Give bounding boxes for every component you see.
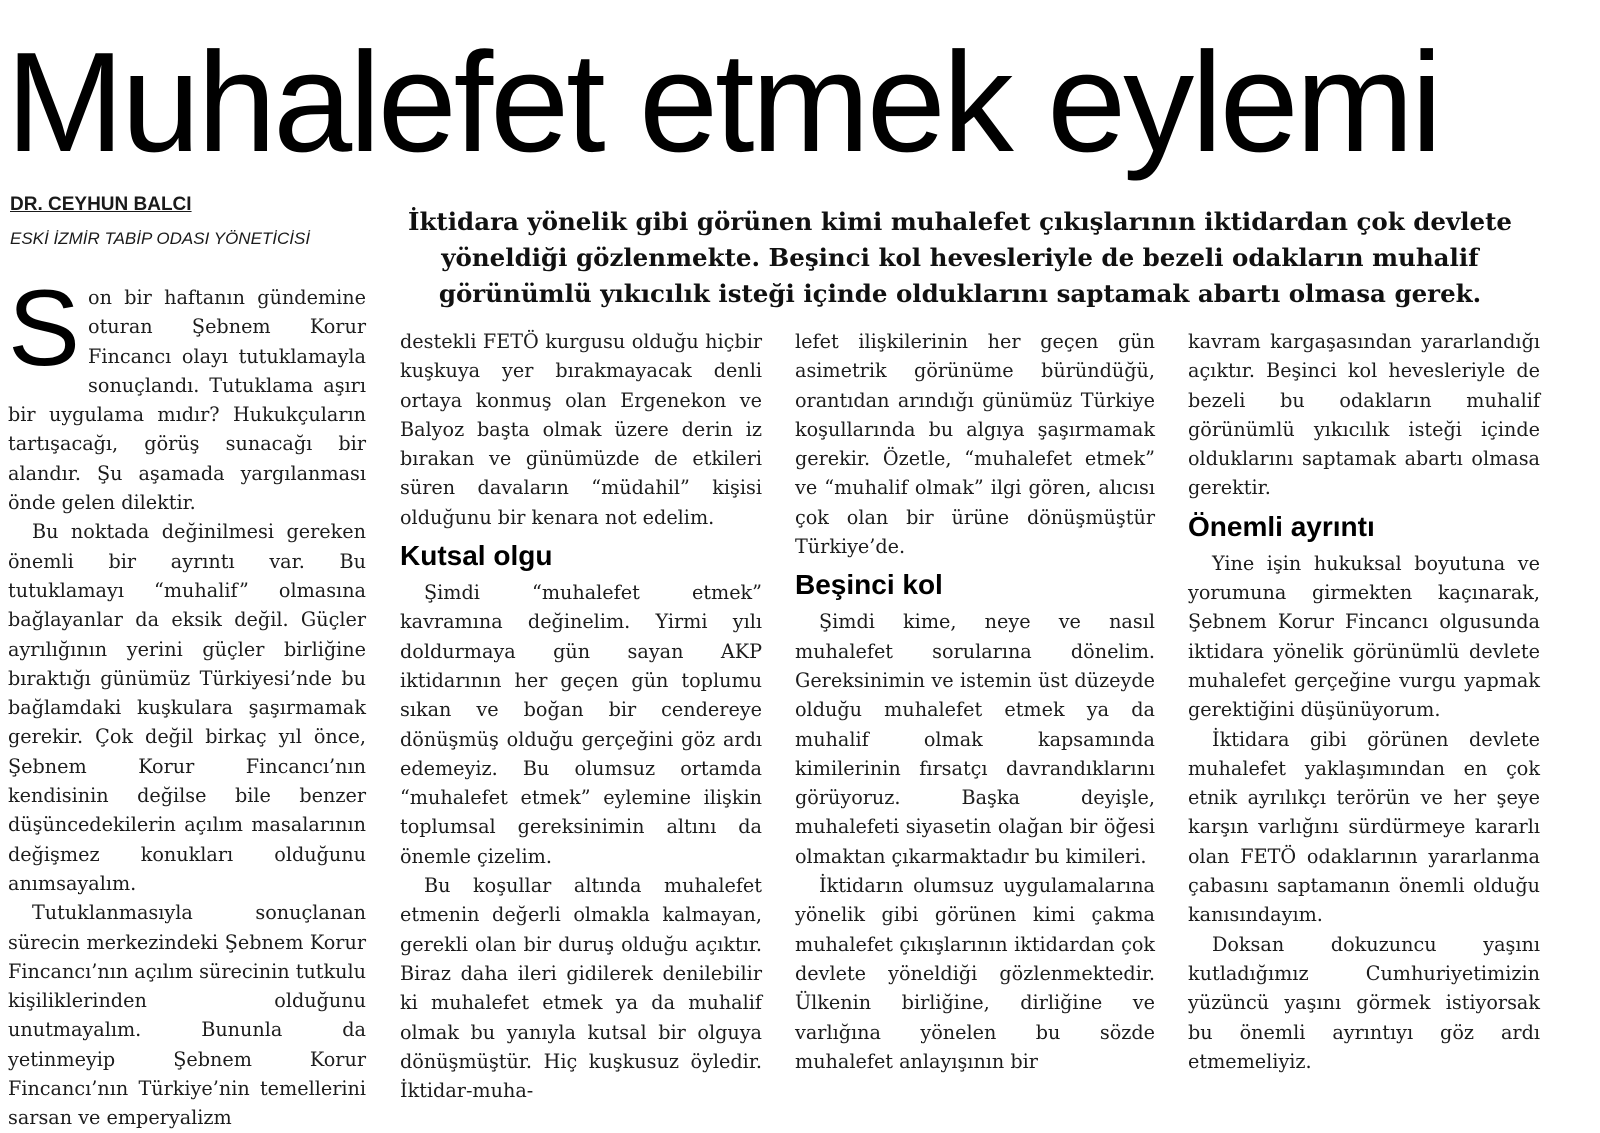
paragraph: kavram kargaşasından yararlandığı açıktır. Beşinci kol hevesleriyle de bezeli bu odakların muhalif görünümlü yıkıcılık isteği içinde olduklarını saptamak abartı olmasa gerektir. [1188,330,1540,500]
paragraph: Şimdi “muhalefet etmek” kavramına değinelim. Yirmi yılı doldurmaya gün sayan AKP iktidarının her geçen gün toplumu sıkan ve boğan bir cendereye dönüşmüş olduğu gerçeğini göz ardı edemeyiz. Bu olumsuz ortamda “muhalefet etmek” eylemine ilişkin toplumsal gereksinimin altını da önemle çizelim. [400,581,762,868]
author-name: DR. CEYHUN BALCI [10,194,192,215]
paragraph: Doksan dokuzuncu yaşını kutladığımız Cumhuriyetimizin yüzüncü yaşını görmek istiyorsak bu önemli ayrıntıyı göz ardı etmemeliyiz. [1188,932,1540,1073]
headline: Muhalefet etmek eylemi [6,23,1440,182]
paragraph: on bir haftanın gündemine oturan Şebnem Korur Fincancı olayı tutuklamayla sonuçlandı. Tutuklama aşırı bir uygulama mıdır? Hukukçuların tartışacağı, görüş sunacağı bir alandır. Şu aşamada yargılanması önde gelen dilektir. [8,286,366,515]
paragraph: Şimdi kime, neye ve nasıl muhalefet sorularına dönelim. Gereksinimin ve istemin üst düzeyde olduğu muhalefet etmek ya da muhalif olmak kapsamında kimilerinin fırsatçı davrandıklarını görüyoruz. Başka deyişle, muhalefeti siyasetin olağan bir öğesi olmaktan çıkarmaktadır bu kimileri. [795,610,1155,868]
paragraph: Tutuklanmasıyla sonuçlanan sürecin merkezindeki Şebnem Korur Fincancı’nın açılım sürecinin tutkulu kişiliklerinden olduğunu unutmayalım. Bununla da yetinmeyip Şebnem Korur Fincancı’nın Türkiye’nin temellerini sarsan ve emperyalizm [8,901,366,1130]
column-3 [795,327,1155,1076]
subheading-besinci-kol: Beşinci kol [795,569,943,601]
subheading-kutsal-olgu: Kutsal olgu [400,540,553,572]
column-4 [1188,327,1540,1076]
column-1 [8,267,366,1133]
drop-cap: S [8,267,81,388]
column-2 [400,327,762,1105]
paragraph: İktidarın olumsuz uygulamalarına yönelik gibi görünen kimi çakma muhalefet çıkışlarının iktidardan çok devlete yöneldiği gözlenmektedir. Ülkenin birliğine, dirliğine ve varlığına yönelen bu sözde muhalefet anlayışının bir [795,874,1155,1073]
byline [10,192,340,250]
spot-summary: İktidara yönelik gibi görünen kimi muhalefet çıkışlarının iktidardan çok devlete yöneldiği gözlenmekte. Beşinci kol hevesleriyle de bezeli odakların muhalif görünümlü yıkıcılık isteği içinde olduklarını saptamak abartı olmasa gerek. [408,207,1512,308]
paragraph: Yine işin hukuksal boyutuna ve yorumuna girmekten kaçınarak, Şebnem Korur Fincancı olgusunda iktidara yönelik görünümlü devlete muhalefet gerçeğine vurgu yapmak gerektiğini düşünüyorum. [1188,551,1540,722]
paragraph: lefet ilişkilerinin her geçen gün asimetrik görünüme büründüğü, orantıdan arındığı günümüz Türkiye koşullarında bu algıya şaşırmamak gerekir. Özetle, “muhalefet etmek” ve “muhalif olmak” ilgi gören, alıcısı çok olan bir ürüne dönüşmüştür Türkiye’de. [795,330,1155,559]
paragraph: İktidara gibi görünen devlete muhalefet yaklaşımından en çok etnik ayrılıkçı terörün ve her şeye karşın varlığını sürdürmeye kararlı olan FETÖ odaklarının yararlanma çabasını saptamanın önemli olduğu kanısındayım. [1188,727,1540,927]
paragraph: destekli FETÖ kurgusu olduğu hiçbir kuşkuya yer bırakmayacak denli ortaya konmuş olan Ergenekon ve Balyoz başta olmak üzere derin iz bırakan ve günümüzde de etkileri süren davaların “müdahil” kişisi olduğunu bir kenara not edelim. [400,330,762,529]
paragraph: Bu koşullar altında muhalefet etmenin değerli olmakla kalmayan, gerekli olan bir duruş olduğu açıktır. Biraz daha ileri gidilerek denilebilir ki muhalefet etmek ya da muhalif olmak bu yanıyla kutsal bir olguya dönüşmüştür. Hiç kuşkusuz öyledir. İktidar-muha- [400,874,762,1103]
subheading-onemli-ayrinti: Önemli ayrıntı [1188,510,1375,542]
author-title: ESKİ İZMİR TABİP ODASI YÖNETİCİSİ [10,229,311,248]
paragraph: Bu noktada değinilmesi gereken önemli bir ayrıntı var. Bu tutuklamayı “muhalif” olmasına bağlayanlar da eksik değil. Güçler ayrılığının yerini güçler birliğine bıraktığı günümüz Türkiyesi’nde bu bağlamdaki kuşkulara şaşırmamak gerekir. Çok değil birkaç yıl önce, Şebnem Korur Fincancı’nın kendisinin değilse bile benzer düşüncedekilerin açılım masalarının değişmez konukları olduğunu anımsayalım. [8,520,366,895]
